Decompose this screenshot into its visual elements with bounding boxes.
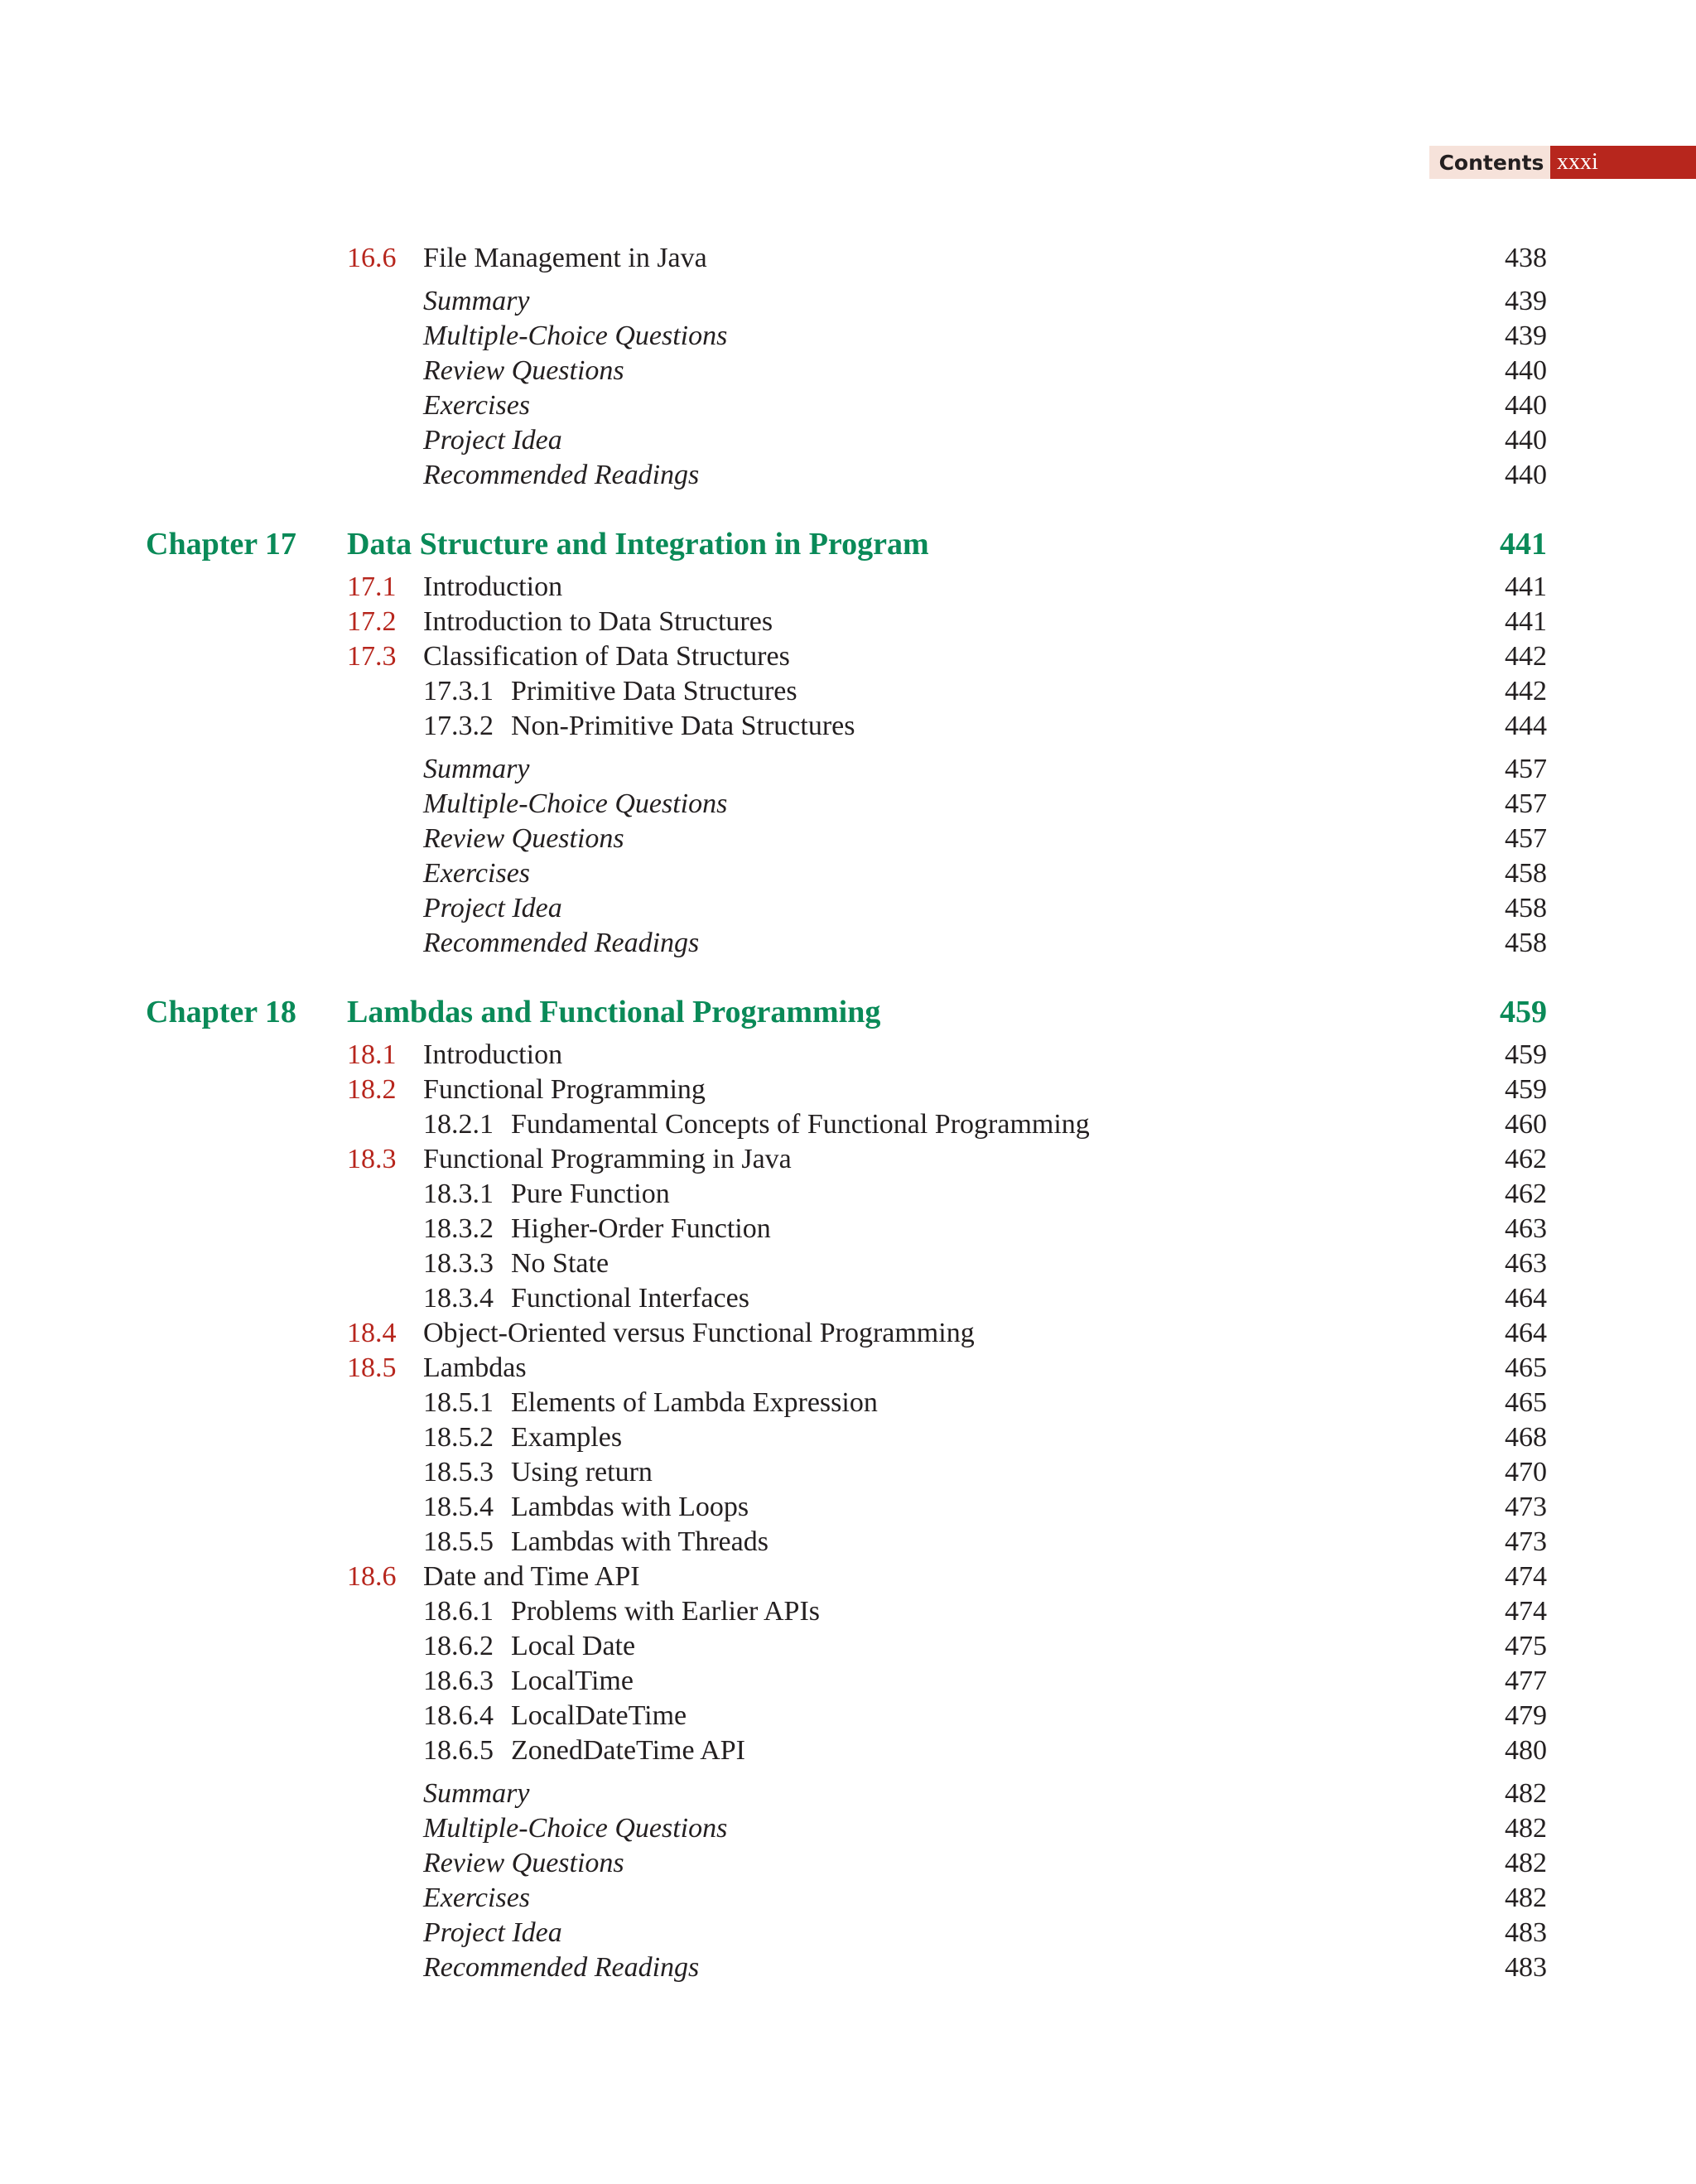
toc-endmatter-entry[interactable] xyxy=(0,1950,1696,1985)
chapter-title: Lambdas and Functional Programming xyxy=(347,995,881,1029)
endmatter-page-number: 440 xyxy=(1505,425,1547,456)
toc-endmatter-entry[interactable] xyxy=(0,458,1696,493)
section-title: Introduction xyxy=(423,571,563,602)
subsection-title: Elements of Lambda Expression xyxy=(511,1387,878,1418)
subsection-title: Higher-Order Function xyxy=(511,1213,771,1244)
endmatter-page-number: 482 xyxy=(1505,1883,1547,1913)
endmatter-title: Summary xyxy=(423,1778,530,1809)
endmatter-page-number: 458 xyxy=(1505,928,1547,958)
subsection-title: Examples xyxy=(511,1422,623,1453)
toc-subsection-entry[interactable] xyxy=(0,1594,1696,1629)
section-title: File Management in Java xyxy=(423,243,707,273)
spacer xyxy=(0,1768,1696,1777)
section-number: 17.3 xyxy=(347,641,397,672)
subsection-number: 18.6.3 xyxy=(423,1666,494,1696)
endmatter-title: Recommended Readings xyxy=(423,1952,700,1983)
toc-endmatter-entry[interactable] xyxy=(0,787,1696,822)
subsection-title: Using return xyxy=(511,1457,653,1487)
subsection-number: 17.3.2 xyxy=(423,711,494,741)
toc-subsection-entry[interactable] xyxy=(0,1455,1696,1490)
subsection-title: LocalTime xyxy=(511,1666,634,1696)
subsection-title: Fundamental Concepts of Functional Programming xyxy=(511,1109,1090,1140)
endmatter-title: Exercises xyxy=(423,1883,531,1913)
section-number: 17.1 xyxy=(347,571,397,602)
subsection-number: 18.3.3 xyxy=(423,1248,494,1279)
endmatter-page-number: 439 xyxy=(1505,286,1547,316)
section-page-number: 464 xyxy=(1505,1318,1547,1348)
toc-section-entry[interactable] xyxy=(0,1560,1696,1594)
endmatter-page-number: 457 xyxy=(1505,754,1547,784)
section-title: Introduction xyxy=(423,1039,563,1070)
subsection-page-number: 477 xyxy=(1505,1666,1547,1696)
subsection-page-number: 473 xyxy=(1505,1526,1547,1557)
toc-endmatter-entry[interactable] xyxy=(0,1846,1696,1881)
section-page-number: 459 xyxy=(1505,1074,1547,1105)
subsection-title: No State xyxy=(511,1248,610,1279)
subsection-title: LocalDateTime xyxy=(511,1700,687,1731)
endmatter-page-number: 482 xyxy=(1505,1848,1547,1878)
endmatter-title: Multiple-Choice Questions xyxy=(423,1813,728,1844)
subsection-number: 17.3.1 xyxy=(423,676,494,706)
chapter-label: Chapter 18 xyxy=(146,995,296,1029)
toc-subsection-entry[interactable] xyxy=(0,1733,1696,1768)
subsection-title: Pure Function xyxy=(511,1179,670,1209)
subsection-title: Local Date xyxy=(511,1631,636,1661)
toc-endmatter-entry[interactable] xyxy=(0,1811,1696,1846)
subsection-number: 18.6.4 xyxy=(423,1700,494,1731)
subsection-title: Problems with Earlier APIs xyxy=(511,1596,821,1627)
subsection-number: 18.5.4 xyxy=(423,1492,494,1522)
section-title: Functional Programming xyxy=(423,1074,706,1105)
subsection-page-number: 473 xyxy=(1505,1492,1547,1522)
section-page-number: 438 xyxy=(1505,243,1547,273)
page-number: xxxi xyxy=(1550,146,1696,179)
toc-endmatter-entry[interactable] xyxy=(0,1916,1696,1950)
section-page-number: 442 xyxy=(1505,641,1547,672)
toc-endmatter-entry[interactable] xyxy=(0,856,1696,891)
chapter-label: Chapter 17 xyxy=(146,527,296,562)
endmatter-page-number: 482 xyxy=(1505,1778,1547,1809)
toc-section-entry[interactable] xyxy=(0,1038,1696,1073)
toc-subsection-entry[interactable] xyxy=(0,1281,1696,1316)
endmatter-page-number: 440 xyxy=(1505,390,1547,421)
endmatter-title: Recommended Readings xyxy=(423,928,700,958)
section-page-number: 462 xyxy=(1505,1144,1547,1174)
section-title: Object-Oriented versus Functional Programming xyxy=(423,1318,975,1348)
subsection-page-number: 463 xyxy=(1505,1213,1547,1244)
subsection-number: 18.2.1 xyxy=(423,1109,494,1140)
toc-subsection-entry[interactable] xyxy=(0,1212,1696,1246)
subsection-number: 18.5.2 xyxy=(423,1422,494,1453)
section-title: Introduction to Data Structures xyxy=(423,606,773,637)
endmatter-page-number: 457 xyxy=(1505,823,1547,854)
subsection-number: 18.6.5 xyxy=(423,1735,494,1766)
subsection-title: ZonedDateTime API xyxy=(511,1735,746,1766)
toc-chapter-entry[interactable] xyxy=(0,994,1696,1038)
subsection-number: 18.6.2 xyxy=(423,1631,494,1661)
endmatter-page-number: 483 xyxy=(1505,1917,1547,1948)
subsection-page-number: 475 xyxy=(1505,1631,1547,1661)
toc-chapter-entry[interactable] xyxy=(0,526,1696,570)
endmatter-title: Project Idea xyxy=(423,425,562,456)
endmatter-page-number: 482 xyxy=(1505,1813,1547,1844)
subsection-page-number: 464 xyxy=(1505,1283,1547,1314)
section-title: Lambdas xyxy=(423,1352,527,1383)
spacer xyxy=(0,276,1696,284)
running-header xyxy=(1429,146,1696,179)
section-title: Functional Programming in Java xyxy=(423,1144,792,1174)
section-page-number: 441 xyxy=(1505,571,1547,602)
endmatter-title: Summary xyxy=(423,754,530,784)
toc-subsection-entry[interactable] xyxy=(0,1490,1696,1525)
endmatter-page-number: 458 xyxy=(1505,858,1547,889)
subsection-number: 18.3.4 xyxy=(423,1283,494,1314)
toc-subsection-entry[interactable] xyxy=(0,1107,1696,1142)
section-title: Date and Time API xyxy=(423,1561,640,1592)
spacer xyxy=(0,744,1696,752)
endmatter-title: Project Idea xyxy=(423,893,562,923)
section-number: 16.6 xyxy=(347,243,397,273)
subsection-number: 18.5.3 xyxy=(423,1457,494,1487)
section-number: 18.3 xyxy=(347,1144,397,1174)
toc-endmatter-entry[interactable] xyxy=(0,822,1696,856)
toc-endmatter-entry[interactable] xyxy=(0,752,1696,787)
subsection-title: Lambdas with Threads xyxy=(511,1526,768,1557)
toc-subsection-entry[interactable] xyxy=(0,1386,1696,1420)
endmatter-title: Recommended Readings xyxy=(423,460,700,490)
endmatter-page-number: 439 xyxy=(1505,321,1547,351)
endmatter-title: Multiple-Choice Questions xyxy=(423,321,728,351)
section-number: 18.1 xyxy=(347,1039,397,1070)
toc-subsection-entry[interactable] xyxy=(0,1525,1696,1560)
toc-subsection-entry[interactable] xyxy=(0,1664,1696,1699)
toc-subsection-entry[interactable] xyxy=(0,1177,1696,1212)
toc-section-entry[interactable] xyxy=(0,639,1696,674)
subsection-page-number: 479 xyxy=(1505,1700,1547,1731)
toc-endmatter-entry[interactable] xyxy=(0,354,1696,388)
endmatter-title: Review Questions xyxy=(423,1848,624,1878)
subsection-title: Non-Primitive Data Structures xyxy=(511,711,855,741)
toc-section-entry[interactable] xyxy=(0,1316,1696,1351)
subsection-page-number: 442 xyxy=(1505,676,1547,706)
chapter-page-number: 441 xyxy=(1500,527,1547,562)
section-page-number: 441 xyxy=(1505,606,1547,637)
toc-section-entry[interactable] xyxy=(0,241,1696,276)
running-header-label: Contents xyxy=(1429,146,1550,179)
toc-section-entry[interactable] xyxy=(0,1142,1696,1177)
section-page-number: 459 xyxy=(1505,1039,1547,1070)
endmatter-title: Exercises xyxy=(423,390,531,421)
toc-endmatter-entry[interactable] xyxy=(0,926,1696,961)
toc-subsection-entry[interactable] xyxy=(0,1699,1696,1733)
toc-section-entry[interactable] xyxy=(0,570,1696,605)
endmatter-title: Review Questions xyxy=(423,355,624,386)
section-number: 18.4 xyxy=(347,1318,397,1348)
chapter-title: Data Structure and Integration in Program xyxy=(347,527,929,562)
endmatter-title: Review Questions xyxy=(423,823,624,854)
subsection-page-number: 460 xyxy=(1505,1109,1547,1140)
endmatter-title: Summary xyxy=(423,286,530,316)
section-number: 18.2 xyxy=(347,1074,397,1105)
endmatter-page-number: 440 xyxy=(1505,355,1547,386)
subsection-page-number: 465 xyxy=(1505,1387,1547,1418)
subsection-page-number: 463 xyxy=(1505,1248,1547,1279)
subsection-page-number: 470 xyxy=(1505,1457,1547,1487)
toc-subsection-entry[interactable] xyxy=(0,1420,1696,1455)
endmatter-page-number: 458 xyxy=(1505,893,1547,923)
toc-endmatter-entry[interactable] xyxy=(0,319,1696,354)
section-number: 18.6 xyxy=(347,1561,397,1592)
toc-subsection-entry[interactable] xyxy=(0,674,1696,709)
toc-subsection-entry[interactable] xyxy=(0,1629,1696,1664)
subsection-title: Functional Interfaces xyxy=(511,1283,749,1314)
table-of-contents xyxy=(0,241,1696,1985)
endmatter-page-number: 483 xyxy=(1505,1952,1547,1983)
toc-endmatter-entry[interactable] xyxy=(0,388,1696,423)
subsection-page-number: 468 xyxy=(1505,1422,1547,1453)
toc-subsection-entry[interactable] xyxy=(0,1246,1696,1281)
toc-endmatter-entry[interactable] xyxy=(0,891,1696,926)
toc-endmatter-entry[interactable] xyxy=(0,284,1696,319)
subsection-title: Lambdas with Loops xyxy=(511,1492,749,1522)
endmatter-title: Exercises xyxy=(423,858,531,889)
chapter-page-number: 459 xyxy=(1500,995,1547,1029)
endmatter-title: Project Idea xyxy=(423,1917,562,1948)
endmatter-page-number: 457 xyxy=(1505,788,1547,819)
toc-subsection-entry[interactable] xyxy=(0,709,1696,744)
section-number: 18.5 xyxy=(347,1352,397,1383)
subsection-number: 18.3.1 xyxy=(423,1179,494,1209)
subsection-page-number: 462 xyxy=(1505,1179,1547,1209)
subsection-number: 18.5.1 xyxy=(423,1387,494,1418)
section-page-number: 474 xyxy=(1505,1561,1547,1592)
toc-endmatter-entry[interactable] xyxy=(0,1777,1696,1811)
subsection-page-number: 480 xyxy=(1505,1735,1547,1766)
toc-section-entry[interactable] xyxy=(0,605,1696,639)
endmatter-title: Multiple-Choice Questions xyxy=(423,788,728,819)
subsection-number: 18.3.2 xyxy=(423,1213,494,1244)
section-title: Classification of Data Structures xyxy=(423,641,790,672)
toc-endmatter-entry[interactable] xyxy=(0,1881,1696,1916)
subsection-number: 18.6.1 xyxy=(423,1596,494,1627)
subsection-title: Primitive Data Structures xyxy=(511,676,797,706)
endmatter-page-number: 440 xyxy=(1505,460,1547,490)
toc-section-entry[interactable] xyxy=(0,1073,1696,1107)
section-page-number: 465 xyxy=(1505,1352,1547,1383)
section-number: 17.2 xyxy=(347,606,397,637)
subsection-page-number: 474 xyxy=(1505,1596,1547,1627)
subsection-page-number: 444 xyxy=(1505,711,1547,741)
toc-section-entry[interactable] xyxy=(0,1351,1696,1386)
toc-endmatter-entry[interactable] xyxy=(0,423,1696,458)
subsection-number: 18.5.5 xyxy=(423,1526,494,1557)
